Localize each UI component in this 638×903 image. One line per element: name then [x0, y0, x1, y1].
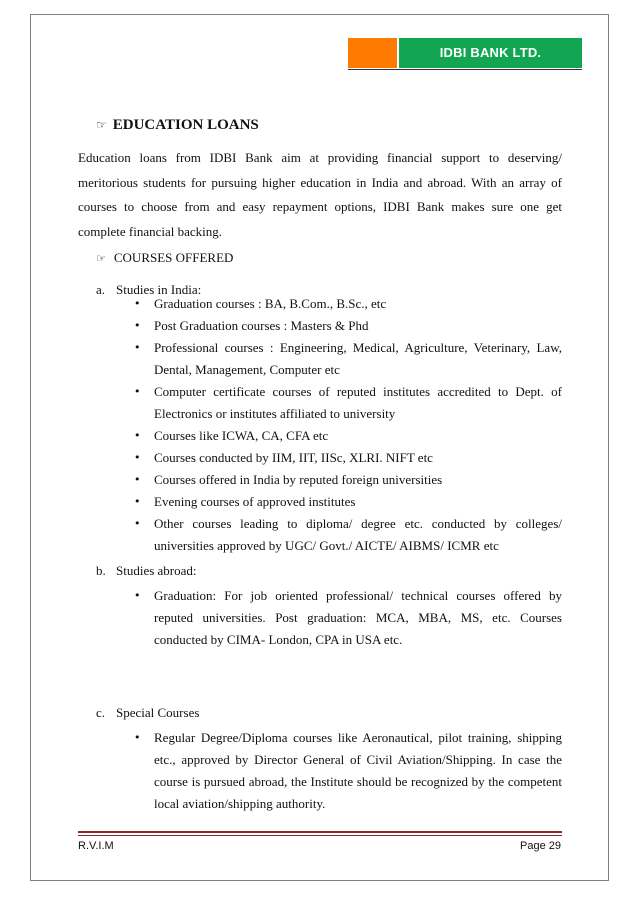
list-letter: b.: [96, 563, 106, 578]
list-letter: c.: [96, 705, 106, 720]
section-title: EDUCATION LOANS: [112, 117, 259, 133]
abroad-label: [96, 563, 197, 579]
footer-divider-thin: [78, 835, 562, 836]
list-item: • Courses offered in India by reputed foreign universities: [134, 469, 562, 491]
header-orange-block: [348, 38, 397, 68]
list-item: • Courses conducted by IIM, IIT, IISc, XLRI. NIFT etc: [134, 447, 562, 469]
pointing-hand-icon: ☞: [96, 252, 106, 265]
list-item: • Regular Degree/Diploma courses like Aeronautical, pilot training, shipping etc., approved by Director General of Civil Aviation/Shipping. In case the course is pursued abroad, the Institute should be recognized by the competent local aviation/shipping authority.: [134, 727, 562, 815]
special-label: [96, 705, 199, 721]
list-item: • Computer certificate courses of reputed institutes accredited to Dept. of Electronics or institutes affiliated to university: [134, 381, 562, 425]
page-number: Page 29: [520, 840, 561, 852]
india-course-list: [134, 293, 562, 557]
intro-paragraph: Education loans from IDBI Bank aim at providing financial support to deserving/ meritorious students for pursuing higher education in India and abroad. With an array of courses to choose from and easy repayment options, IDBI Bank makes sure one get complete financial backing.: [78, 150, 562, 239]
footer-institute: R.V.I.M: [78, 840, 114, 852]
india-label-text: Studies in India:: [116, 282, 202, 297]
header-bank-label: IDBI BANK LTD.: [399, 38, 582, 68]
abroad-course-list: [134, 585, 562, 651]
list-item: • Graduation courses : BA, B.Com., B.Sc., etc: [134, 293, 562, 315]
special-label-text: Special Courses: [116, 705, 200, 720]
list-item: • Post Graduation courses : Masters & Phd: [134, 315, 562, 337]
list-item: • Courses like ICWA, CA, CFA etc: [134, 425, 562, 447]
list-letter: a.: [96, 282, 106, 297]
header-underline: [348, 69, 582, 70]
list-item: • Professional courses : Engineering, Medical, Agriculture, Veterinary, Law, Dental, Management, Computer etc: [134, 337, 562, 381]
list-item: • Graduation: For job oriented professional/ technical courses offered by reputed universities. Post graduation: MCA, MBA, MS, etc. Courses conducted by CIMA- London, CPA in USA etc.: [134, 585, 562, 651]
courses-heading: [96, 250, 233, 266]
footer-divider: [78, 831, 562, 833]
list-item: • Other courses leading to diploma/ degree etc. conducted by colleges/ universities approved by UGC/ Govt./ AICTE/ AIBMS/ ICMR etc: [134, 513, 562, 557]
list-item: • Evening courses of approved institutes: [134, 491, 562, 513]
courses-title: COURSES OFFERED: [113, 250, 234, 265]
pointing-hand-icon: ☞: [96, 118, 107, 132]
section-heading: [96, 117, 259, 134]
special-course-list: [134, 727, 562, 815]
abroad-label-text: Studies abroad:: [116, 563, 197, 578]
